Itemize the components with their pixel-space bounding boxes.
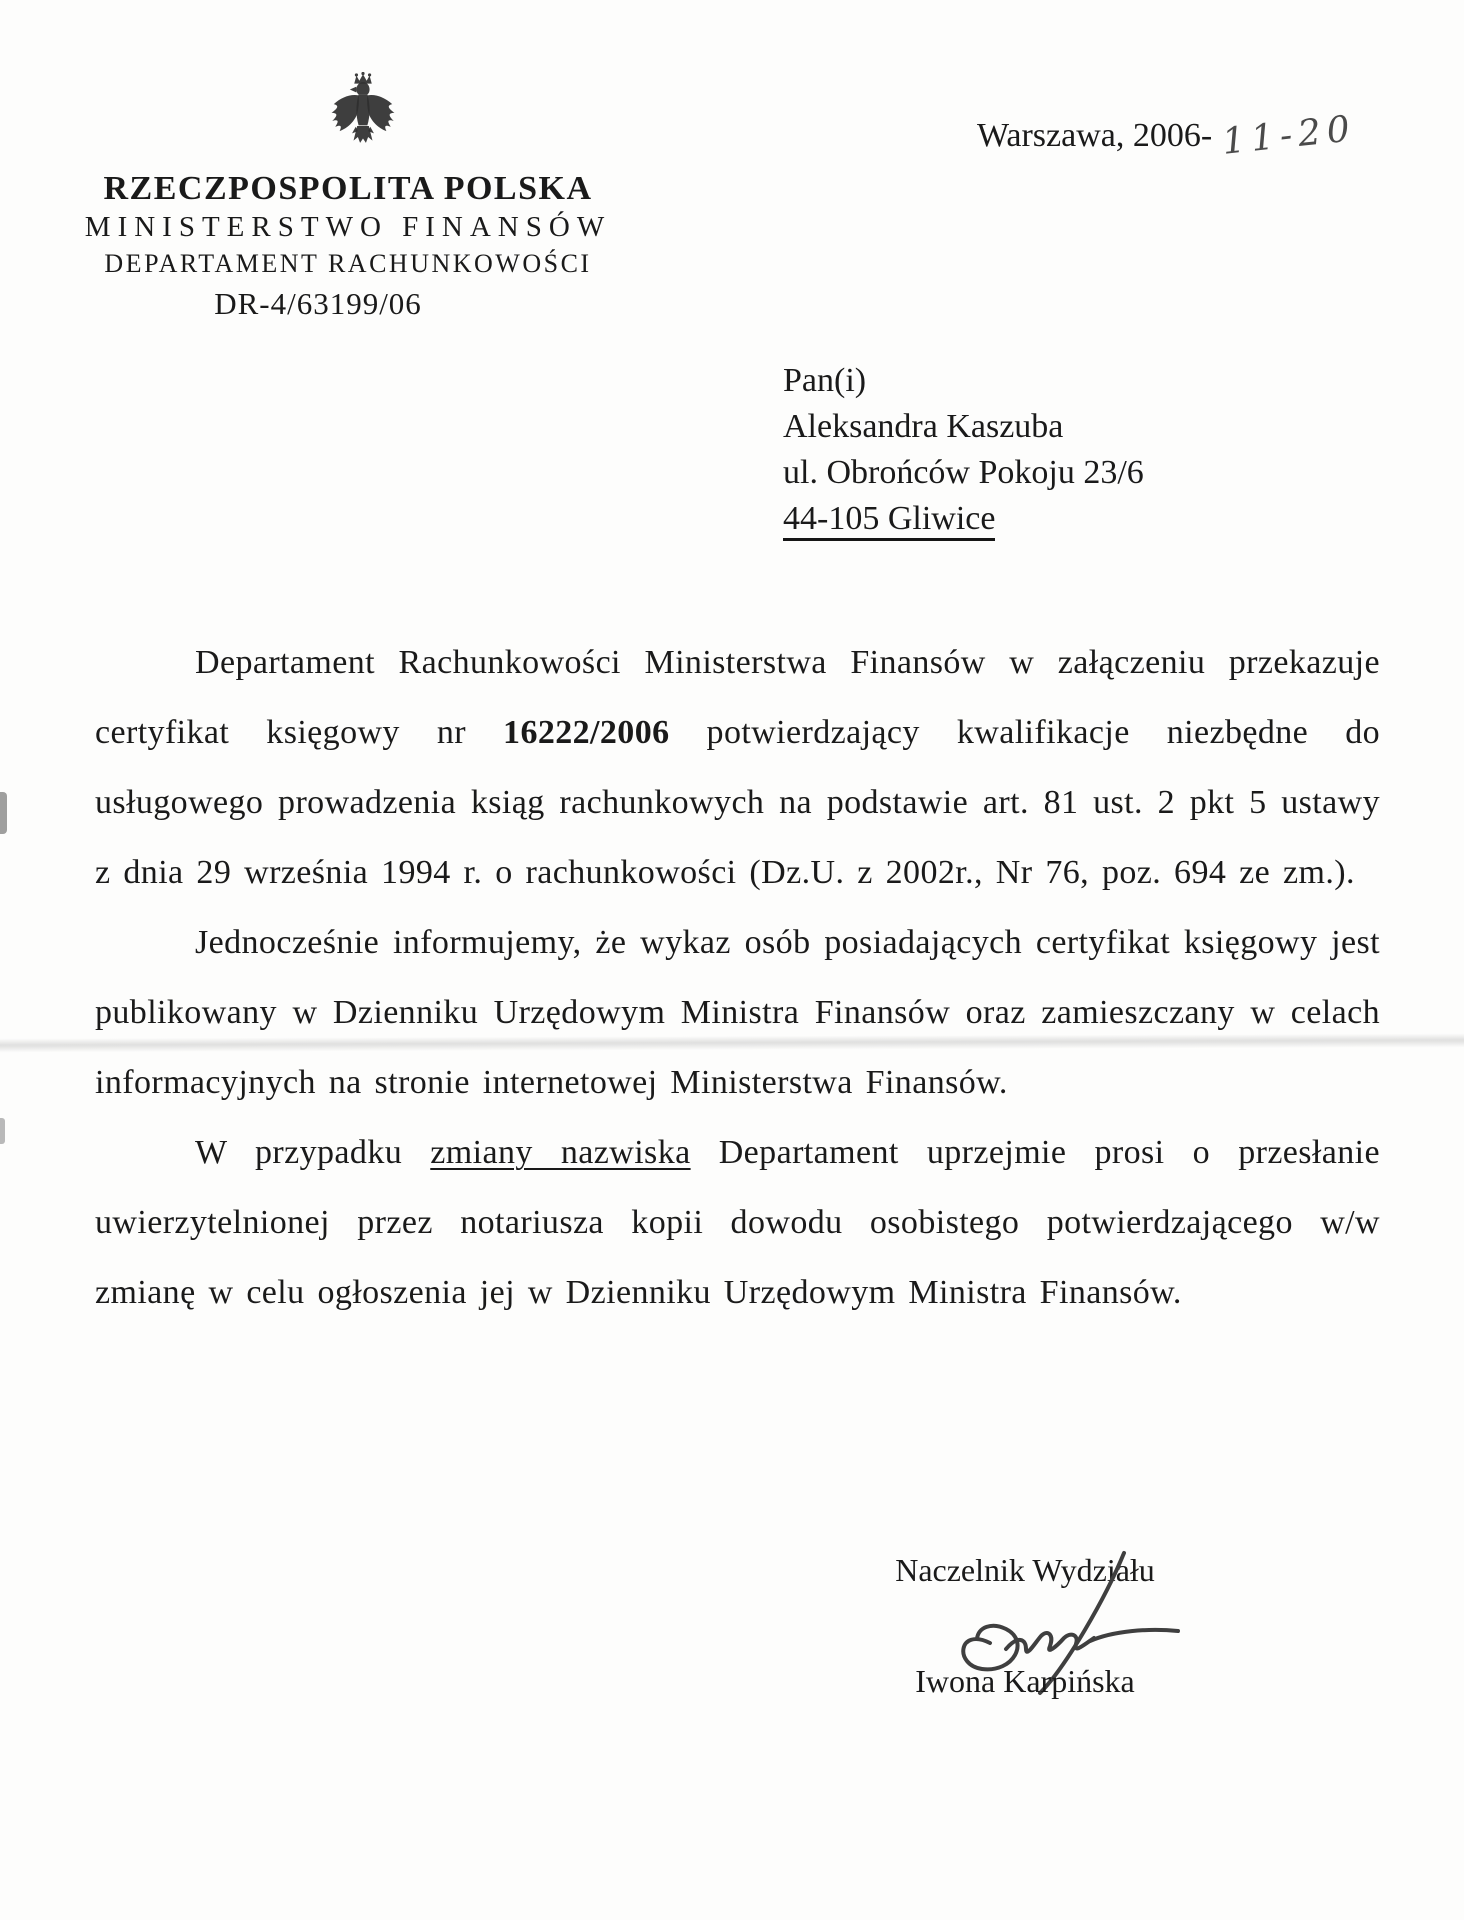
letterhead-department: DEPARTAMENT RACHUNKOWOŚCI [104,249,592,278]
paragraph-3 [95,1118,1380,1328]
dateline-handwritten: 11-20 [1220,108,1358,163]
polish-eagle-emblem-icon [326,72,400,156]
recipient-salutation: Pan(i) [783,362,867,399]
certificate-number: 16222/2006 [503,714,670,751]
paragraph-1-text: Departament Rachunkowości Ministerstwa Finansów w załączeniu przekazuje certyfikat księgowy nr [95,644,1380,751]
paragraph-2: Jednocześnie informujemy, że wykaz osób posiadających certyfikat księgowy jest publikowany w Dzienniku Urzędowym Ministra Finansów oraz zamieszczany w celach informacyjnych na stronie internetowej Ministerstwa Finansów. [95,924,1380,1101]
paragraph-1-text-after: potwierdzający kwalifikacje niezbędne do usługowego prowadzenia ksiąg rachunkowych na podstawie art. 81 ust. 2 pkt 5 ustawy z dnia 29 września 1994 r. o rachunkowości (Dz.U. z 2002r., Nr 76, poz. 694 ze zm.). [95,714,1380,891]
name-change-underlined-phrase: zmiany nazwiska [430,1134,691,1171]
dateline-printed: Warszawa, 2006- [977,117,1213,154]
paragraph-3-text-after: Departament uprzejmie prosi o przesłanie uwierzytelnionej przez notariusza kopii dowodu osobistego potwierdzającego w/w zmianę w celu ogłoszenia jej w Dzienniku Urzędowym Ministra Finansów. [95,1134,1381,1311]
recipient-name: Aleksandra Kaszuba [783,408,1064,445]
recipient-city [783,496,1144,542]
signatory-title: Naczelnik Wydziału [895,1552,1155,1588]
letter-body [95,628,1380,1328]
paragraph-1 [95,628,1380,908]
signatory-name: Iwona Karpińska [915,1663,1135,1699]
reference-number: DR-4/63199/06 [214,286,422,321]
recipient-address-block [783,358,1144,542]
paragraph-3-text: W przypadku [195,1134,431,1171]
scan-edge-artifact [0,1118,5,1144]
letterhead-country: RZECZPOSPOLITA POLSKA [103,170,593,207]
letterhead-ministry: MINISTERSTWO FINANSÓW [84,211,612,243]
recipient-postal-city: 44-105 Gliwice [783,500,995,541]
scan-edge-artifact [0,792,7,834]
letterhead [72,170,624,322]
recipient-street: ul. Obrońców Pokoju 23/6 [783,454,1144,491]
dateline [977,108,1358,163]
